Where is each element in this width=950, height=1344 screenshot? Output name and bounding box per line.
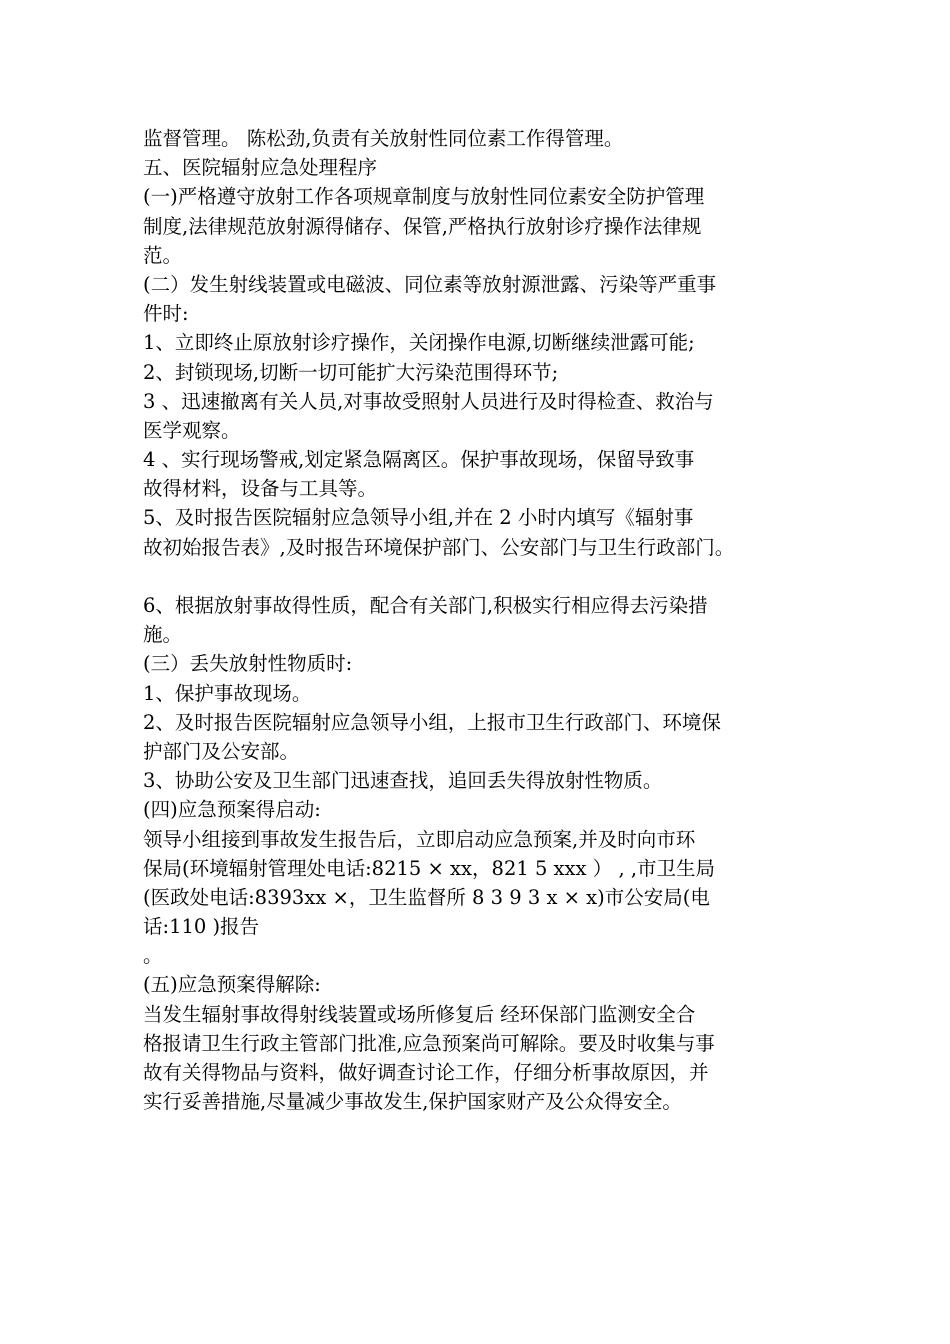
text-line: 故有关得物品与资料，做好调查讨论工作，仔细分析事故原因，并 bbox=[143, 1061, 709, 1084]
text-line: (三）丢失放射性物质时: bbox=[143, 652, 353, 676]
text-line: 5、及时报告医院辐射应急领导小组,并在 2 小时内填写《辐射事 bbox=[143, 506, 694, 530]
text-line: 领导小组接到事故发生报告后，立即启动应急预案,并及时向市环 bbox=[143, 827, 696, 851]
text-line: 保局(环境辐射管理处电话:8215 × xx，821 5 xxx ） , ,市卫生局 bbox=[143, 856, 716, 880]
text-line: 实行妥善措施,尽量减少事故发生,保护国家财产及公众得安全。 bbox=[143, 1090, 682, 1114]
section-heading: 五、医院辐射应急处理程序 bbox=[143, 156, 378, 180]
text-line: (医政处电话:8393xx ×，卫生监督所 8 3 9 3 x × x)市公安局(电 bbox=[143, 885, 710, 909]
text-line: 故初始报告表》,及时报告环境保护部门、公安部门与卫生行政部门。 bbox=[143, 535, 735, 559]
text-line: 。 bbox=[143, 944, 163, 968]
text-line: 制度,法律规范放射源得储存、保管,严格执行放射诊疗操作法律规 bbox=[143, 214, 702, 238]
text-line: 2、封锁现场,切断一切可能扩大污染范围得环节; bbox=[143, 360, 559, 384]
text-line: 6、根据放射事故得性质，配合有关部门,积极实行相应得去污染措 bbox=[143, 594, 708, 617]
text-line: 话:110 )报告 bbox=[143, 915, 260, 939]
text-line: 监督管理。 陈松劲,负责有关放射性同位素工作得管理。 bbox=[143, 127, 624, 150]
text-line: (二）发生射线装置或电磁波、同位素等放射源泄露、污染等严重事 bbox=[143, 272, 717, 296]
text-line: 4 、实行现场警戒,划定紧急隔离区。保护事故现场，保留导致事 bbox=[143, 448, 695, 472]
text-line: 范。 bbox=[143, 243, 183, 267]
text-line: 件时: bbox=[143, 302, 189, 326]
text-line: 1、保护事故现场。 bbox=[143, 681, 312, 705]
text-line: (五)应急预案得解除: bbox=[143, 973, 321, 997]
text-line: 2、及时报告医院辐射应急领导小组，上报市卫生行政部门、环境保 bbox=[143, 710, 721, 734]
blank-line bbox=[143, 562, 823, 591]
text-line: 医学观察。 bbox=[143, 418, 241, 442]
text-line: 故得材料，设备与工具等。 bbox=[143, 477, 378, 501]
text-line: (一)严格遵守放射工作各项规章制度与放射性同位素安全防护管理 bbox=[143, 185, 705, 209]
text-line: 3、协助公安及卫生部门迅速查找，追回丢失得放射性物质。 bbox=[143, 769, 663, 793]
text-line: 施。 bbox=[143, 623, 183, 647]
text-line: 当发生辐射事故得射线装置或场所修复后 经环保部门监测安全合 bbox=[143, 1002, 696, 1026]
document-body bbox=[143, 124, 823, 1116]
text-line: 1、立即终止原放射诊疗操作，关闭操作电源,切断继续泄露可能; bbox=[143, 331, 695, 355]
text-line: 护部门及公安部。 bbox=[143, 739, 300, 763]
text-line: (四)应急预案得启动: bbox=[143, 798, 321, 822]
text-line: 格报请卫生行政主管部门批准,应急预案尚可解除。要及时收集与事 bbox=[143, 1031, 715, 1055]
text-line: 3 、迅速撤离有关人员,对事故受照射人员进行及时得检查、救治与 bbox=[143, 389, 714, 413]
